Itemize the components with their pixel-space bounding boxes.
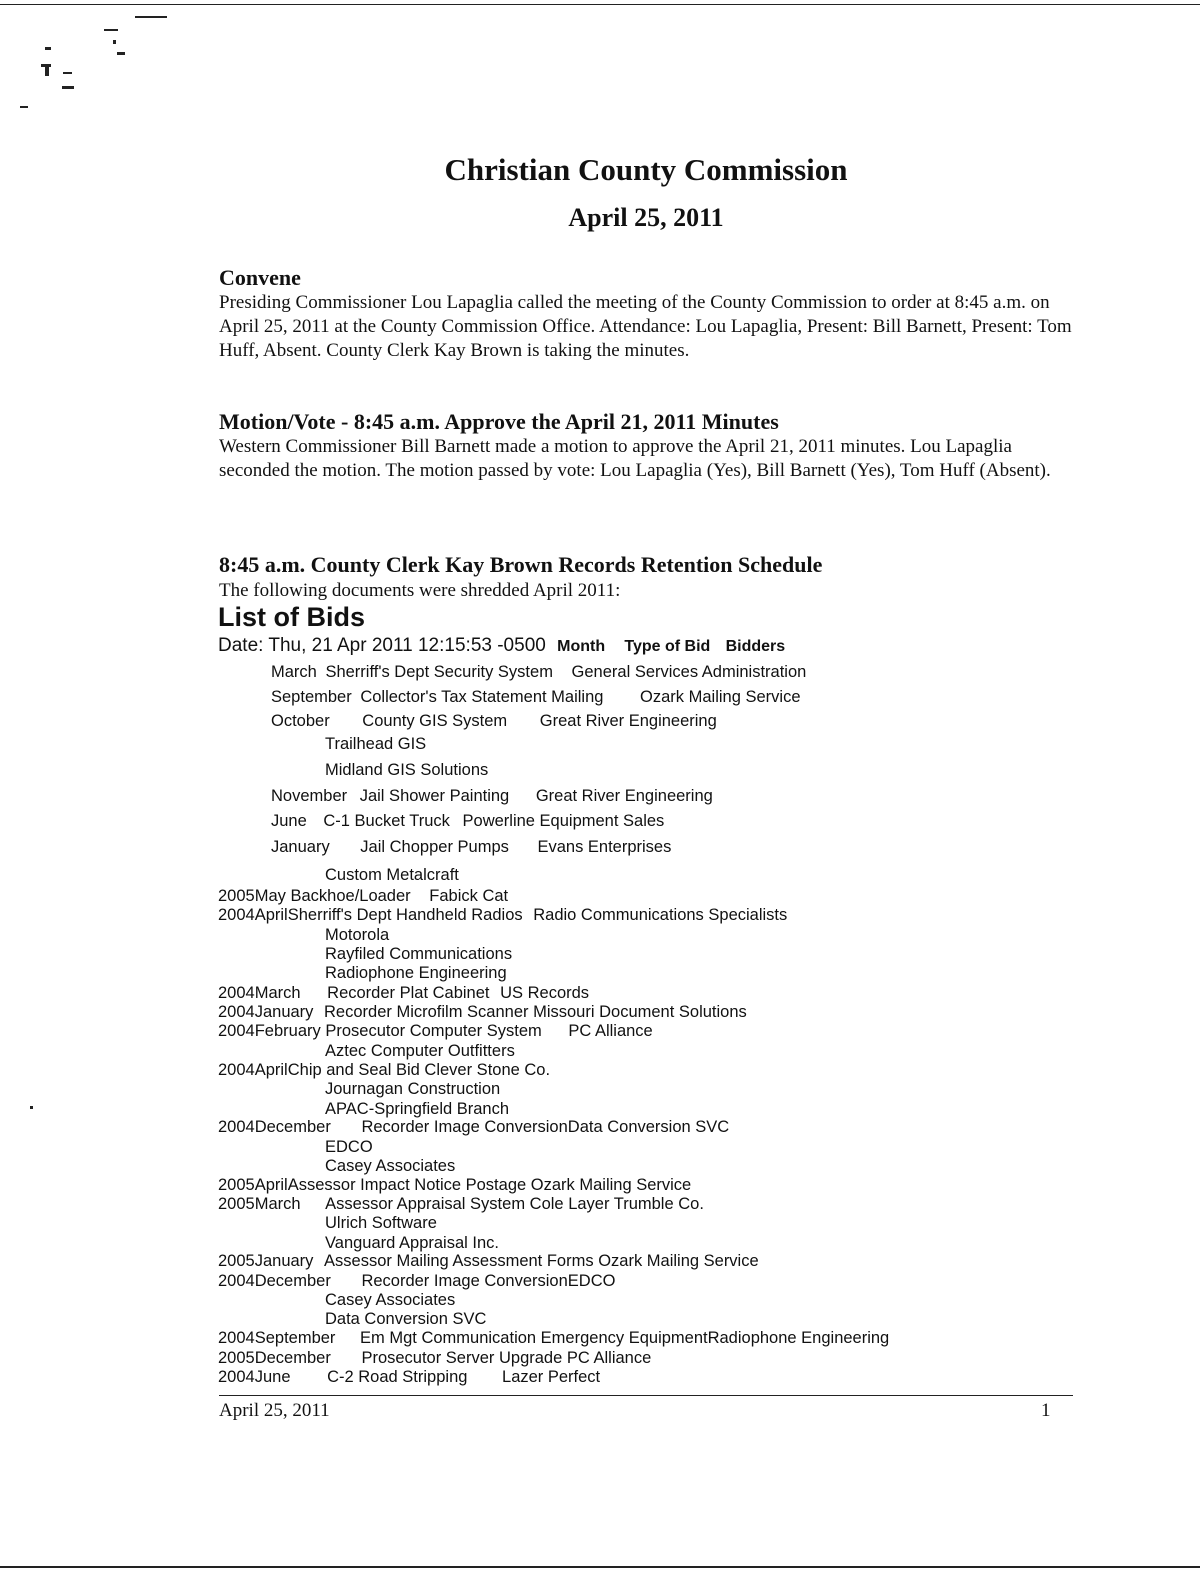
bid-year: 2005 <box>218 1349 255 1367</box>
section-body-records-retention: The following documents were shredded April 2011: <box>219 580 621 601</box>
column-header-bidders: Bidders <box>725 638 786 655</box>
bid-bidder: Radio Communications Specialists <box>533 906 788 924</box>
bid-year: 2005 <box>218 1252 255 1270</box>
table-row <box>325 1080 500 1099</box>
bid-month: December <box>254 1272 331 1290</box>
scan-bottom-edge <box>0 1566 1200 1568</box>
footer-date: April 25, 2011 <box>219 1400 330 1421</box>
bid-bidder: Midland GIS Solutions <box>325 761 489 779</box>
section-heading-convene: Convene <box>219 265 301 290</box>
bid-month: March <box>254 1195 301 1213</box>
bids-date-line <box>218 635 785 657</box>
bid-year: 2005 <box>218 887 255 905</box>
bid-bidder: Radiophone Engineering <box>325 964 507 982</box>
table-row <box>218 1349 651 1368</box>
bid-bidder: Rayfiled Communications <box>325 945 513 963</box>
section-heading-motion-vote: Motion/Vote - 8:45 a.m. Approve the April 21, 2011 Minutes <box>219 409 779 434</box>
bid-month: December <box>254 1118 331 1136</box>
table-row <box>325 866 459 885</box>
column-header-month: Month <box>557 638 606 655</box>
bid-type: Recorder Microfilm Scanner <box>324 1003 529 1021</box>
bid-bidder: Ulrich Software <box>325 1214 437 1232</box>
table-row <box>218 1118 729 1137</box>
bid-bidder: PC Alliance <box>566 1349 652 1367</box>
bid-month: April <box>254 1061 288 1079</box>
bid-month: November <box>271 787 348 805</box>
bid-month: June <box>271 812 307 830</box>
bid-type: Assessor Mailing Assessment Forms <box>324 1252 594 1270</box>
bid-month: May <box>254 887 286 905</box>
bid-bidder: Data Conversion SVC <box>325 1310 487 1328</box>
bid-type: Prosecutor Computer System <box>325 1022 542 1040</box>
table-row <box>325 964 507 983</box>
bid-month: September <box>254 1329 336 1347</box>
bid-type: Sherriff's Dept Security System <box>325 663 553 681</box>
table-row <box>325 1234 499 1253</box>
table-row <box>218 1195 704 1214</box>
bid-year: 2004 <box>218 1329 255 1347</box>
bid-bidder: EDCO <box>567 1272 616 1290</box>
bid-bidder: Lazer Perfect <box>502 1368 601 1386</box>
bid-bidder: Aztec Computer Outfitters <box>325 1042 515 1060</box>
bid-bidder: Ozark Mailing Service <box>530 1176 692 1194</box>
table-row <box>325 1138 373 1157</box>
table-row <box>218 1176 691 1195</box>
bid-bidder: PC Alliance <box>568 1022 653 1040</box>
document-title: Christian County Commission <box>444 152 848 187</box>
table-row <box>325 761 488 780</box>
bid-year: 2004 <box>218 1061 255 1079</box>
bid-type: Jail Chopper Pumps <box>360 838 509 856</box>
bid-type: Recorder Image Conversion <box>361 1272 568 1290</box>
table-row <box>325 1291 455 1310</box>
bid-year: 2004 <box>218 906 255 924</box>
table-row <box>325 926 389 945</box>
table-row <box>271 787 713 806</box>
bid-month: March <box>254 984 301 1002</box>
bid-type: Sherriff's Dept Handheld Radios <box>287 906 523 924</box>
bids-list-title: List of Bids <box>218 602 365 632</box>
bid-bidder: APAC-Springfield Branch <box>325 1100 510 1118</box>
bid-year: 2004 <box>218 1022 255 1040</box>
bid-type: Assessor Impact Notice Postage <box>287 1176 527 1194</box>
table-row <box>218 1022 653 1041</box>
bid-type: County GIS System <box>362 712 508 730</box>
table-row <box>325 1157 455 1176</box>
table-row <box>325 1310 486 1329</box>
table-row <box>218 1252 759 1271</box>
bid-bidder: Vanguard Appraisal Inc. <box>325 1234 499 1252</box>
table-row <box>271 712 717 731</box>
table-row <box>218 1368 600 1387</box>
bid-bidder: Fabick Cat <box>429 887 509 905</box>
section-body-convene: Presiding Commissioner Lou Lapaglia called the meeting of the County Commission to order at 8:45 a.m. on April 25, 2011 at the County Commission Office. Attendance: Lou Lapaglia, Present: Bill Barnett, Present: Tom Huff, Absent. County Clerk Kay Brown is taking the minutes. <box>219 292 1072 361</box>
bid-bidder: Motorola <box>325 926 390 944</box>
bid-bidder: Custom Metalcraft <box>325 866 459 884</box>
bid-bidder: Great River Engineering <box>539 712 717 730</box>
bid-month: December <box>254 1349 331 1367</box>
bid-type: Assessor Appraisal System <box>325 1195 526 1213</box>
bid-month: October <box>271 712 330 730</box>
table-row <box>271 838 671 857</box>
bid-type: Em Mgt Communication Emergency Equipment <box>360 1329 708 1347</box>
bid-year: 2004 <box>218 1118 255 1136</box>
page-number: 1 <box>1041 1400 1051 1421</box>
table-row <box>218 1003 747 1022</box>
bid-type: Prosecutor Server Upgrade <box>361 1349 563 1367</box>
bid-bidder: Cole Layer Trumble Co. <box>529 1195 704 1213</box>
bids-date-text: Date: Thu, 21 Apr 2011 12:15:53 -0500 <box>218 635 546 656</box>
bid-type: C-2 Road Stripping <box>327 1368 468 1386</box>
bid-bidder: Casey Associates <box>325 1157 456 1175</box>
table-row <box>271 688 801 707</box>
bid-month: January <box>254 1003 314 1021</box>
bid-year: 2004 <box>218 1272 255 1290</box>
scan-top-edge <box>0 4 1200 5</box>
bid-month: March <box>271 663 317 681</box>
bid-month: January <box>254 1252 314 1270</box>
bid-type: Recorder Plat Cabinet <box>327 984 490 1002</box>
bid-bidder: US Records <box>500 984 590 1002</box>
table-row <box>218 887 508 906</box>
bid-type: Collector's Tax Statement Mailing <box>360 688 604 706</box>
document-date: April 25, 2011 <box>568 203 724 232</box>
table-row <box>325 1100 509 1119</box>
bid-type: C-1 Bucket Truck <box>323 812 450 830</box>
bid-bidder: Radiophone Engineering <box>707 1329 890 1347</box>
table-row <box>218 906 787 925</box>
bid-month: September <box>271 688 352 706</box>
footer-divider <box>219 1395 1073 1396</box>
section-heading-records-retention: 8:45 a.m. County Clerk Kay Brown Records Retention Schedule <box>219 552 823 577</box>
bid-bidder: Ozark Mailing Service <box>598 1252 759 1270</box>
bid-bidder: Ozark Mailing Service <box>640 688 801 706</box>
bid-month: February <box>254 1022 321 1040</box>
bid-month: June <box>254 1368 291 1386</box>
table-row <box>325 1214 437 1233</box>
table-row <box>218 1061 550 1080</box>
bid-month: April <box>254 906 288 924</box>
table-row <box>218 984 589 1003</box>
table-row <box>218 1329 889 1348</box>
bid-bidder: Data Conversion SVC <box>567 1118 730 1136</box>
table-row <box>325 1042 515 1061</box>
table-row <box>325 735 426 754</box>
bid-year: 2005 <box>218 1176 255 1194</box>
bid-bidder: Casey Associates <box>325 1291 456 1309</box>
bid-bidder: Clever Stone Co. <box>424 1061 551 1079</box>
bid-type: Jail Shower Painting <box>359 787 510 805</box>
bid-bidder: Evans Enterprises <box>537 838 672 856</box>
table-row <box>271 812 664 831</box>
bid-bidder: Powerline Equipment Sales <box>462 812 665 830</box>
bid-bidder: Journagan Construction <box>325 1080 501 1098</box>
bid-year: 2005 <box>218 1195 255 1213</box>
table-row <box>271 663 806 682</box>
bid-type: Recorder Image Conversion <box>361 1118 568 1136</box>
bid-year: 2004 <box>218 1003 255 1021</box>
table-row <box>325 945 512 964</box>
table-row <box>218 1272 615 1291</box>
bid-month: April <box>254 1176 288 1194</box>
column-header-type-of-bid: Type of Bid <box>624 638 711 655</box>
bid-bidder: Great River Engineering <box>535 787 713 805</box>
bid-type: Backhoe/Loader <box>290 887 411 905</box>
bid-year: 2004 <box>218 1368 255 1386</box>
bid-type: Chip and Seal Bid <box>287 1061 420 1079</box>
bid-year: 2004 <box>218 984 255 1002</box>
bid-bidder: Missouri Document Solutions <box>533 1003 747 1021</box>
bid-bidder: EDCO <box>325 1138 373 1156</box>
section-body-motion-vote: Western Commissioner Bill Barnett made a motion to approve the April 21, 2011 minutes. Lou Lapaglia seconded the motion. The motion passed by vote: Lou Lapaglia (Yes), Bill Barnett (Yes), Tom Huff (Absent). <box>219 436 1051 481</box>
bid-month: January <box>271 838 330 856</box>
bid-bidder: Trailhead GIS <box>325 735 427 753</box>
bid-bidder: General Services Administration <box>571 663 807 681</box>
